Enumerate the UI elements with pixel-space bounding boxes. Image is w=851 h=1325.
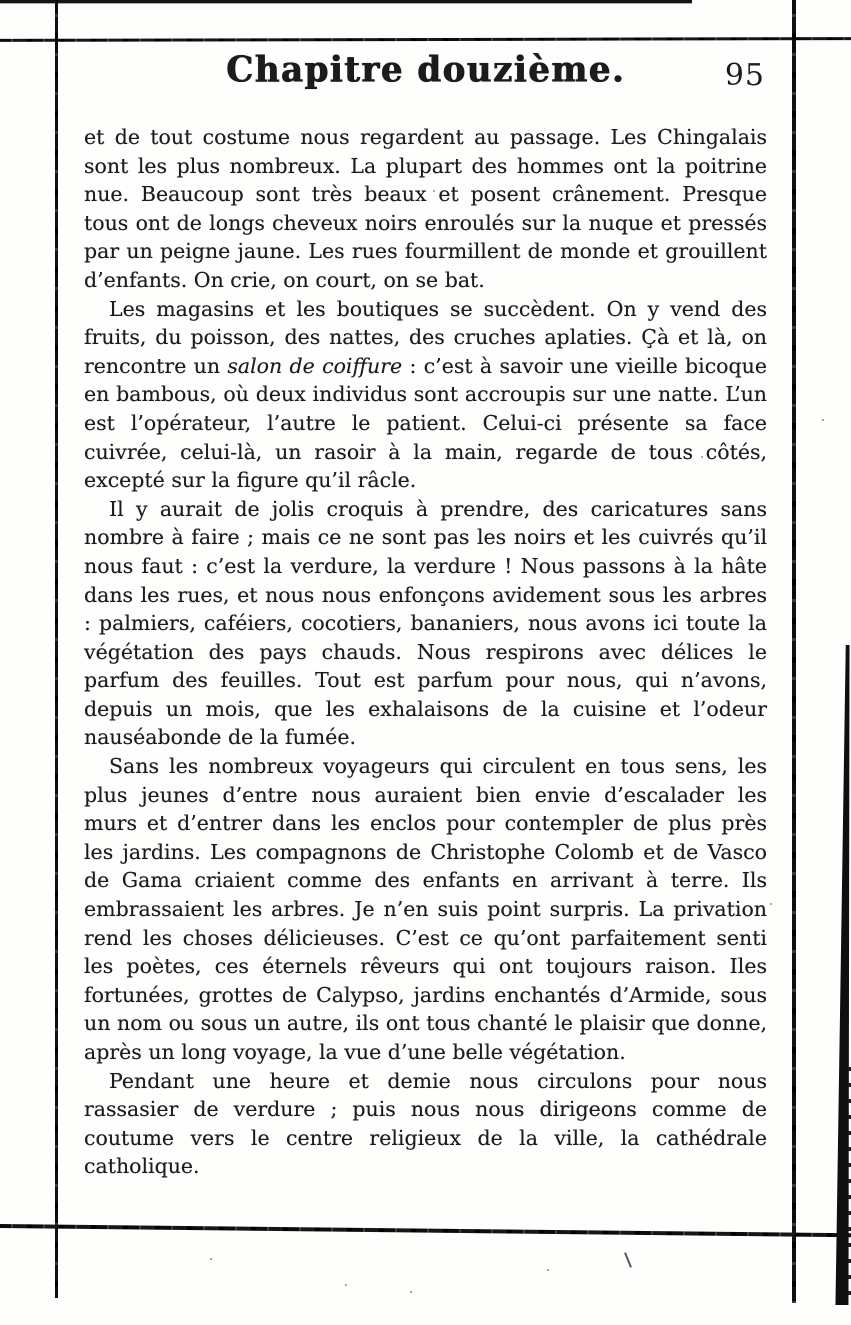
scan-stray-mark bbox=[624, 1252, 632, 1268]
scan-speck bbox=[547, 1269, 549, 1271]
scan-border-right-line bbox=[792, 0, 796, 1303]
paragraph-2-italic-phrase: salon de coiffure bbox=[227, 353, 403, 378]
scan-speck bbox=[410, 1291, 412, 1293]
header-divider-rule bbox=[0, 0, 692, 3]
scan-border-bottom-line bbox=[0, 1224, 851, 1237]
page-header bbox=[84, 50, 767, 102]
paragraph-4: Sans les nombreux voyageurs qui circulent en tous sens, les plus jeunes d’entre nous auraient bien envie d’escalader les murs et d’entrer dans les enclos pour contempler de plus près les jardins. Les compagnons de Christophe Colomb et de Vasco de Gama criaient comme des enfants en arrivant à terre. Ils embrassaient les arbres. Je n’en suis point surpris. La privation rend les choses délicieuses. C’est ce qu’ont parfaitement senti les poètes, ces éternels rêveurs qui ont toujours raison. Iles fortunées, grottes de Calypso, jardins enchantés d’Armide, sous un nom ou sous un autre, ils ont tous chanté le plaisir que donne, après un long voyage, la vue d’une belle végétation. bbox=[84, 754, 767, 1064]
chapter-title: Chapitre douzième. bbox=[225, 49, 626, 91]
paragraph-2-post: : c’est à savoir une vieille bicoque en bambous, où deux individus sont accroupis sur une natte. L’un est l’opérateur, l’autre le patient. Celui-ci présente sa face cuivrée, celui-là, un rasoir à la main, regarde de tous côtés, excepté sur la figure qu’il râcle. bbox=[84, 353, 767, 493]
scan-border-left-line bbox=[55, 0, 58, 1298]
scan-speck bbox=[345, 1284, 347, 1286]
paragraph-1: et de tout costume nous regardent au passage. Les Chingalais sont les plus nombreux. La plupart des hommes ont la poitrine nue. Beaucoup sont très beaux et posent crânement. Presque tous ont de longs cheveux noirs enroulés sur la nuque et pressés par un peigne jaune. Les rues fourmillent de monde et grouillent d’enfants. On crie, on court, on se bat. bbox=[84, 125, 767, 292]
scan-speck bbox=[210, 1258, 212, 1260]
paragraph-2 bbox=[84, 295, 767, 495]
body-text bbox=[84, 123, 767, 1181]
scan-border-top-line bbox=[0, 37, 851, 42]
page-number: 95 bbox=[724, 58, 765, 93]
paragraph-3: Il y aurait de jolis croquis à prendre, des caricatures sans nombre à faire ; mais ce ne sont pas les noirs et les cuivrés qu’il nous faut : c’est la verdure, la verdure ! Nous passons à la hâte dans les rues, et nous nous enfonçons avidement sous les arbres : palmiers, caféiers, cocotiers, bananiers, nous avons ici toute la végétation des pays chauds. Nous respirons avec délices le parfum des feuilles. Tout est parfum pour nous, qui n’avons, depuis un mois, que les exhalaisons de la cuisine et l’odeur nauséabonde de la fumée. bbox=[84, 496, 767, 750]
paragraph-5: Pendant une heure et demie nous circulons pour nous rassasier de verdure ; puis nous nous dirigeons comme de coutume vers le centre religieux de la ville, la cathédrale catholique. bbox=[84, 1068, 767, 1179]
page-content bbox=[84, 50, 767, 1181]
paragraph-2-pre: Les magasins et les boutiques se succèdent. On y vend des fruits, du poisson, des nattes, des cruches aplaties. Çà et là, on rencontre un bbox=[84, 296, 767, 378]
scan-speck bbox=[770, 903, 772, 905]
scan-speck bbox=[822, 419, 824, 421]
